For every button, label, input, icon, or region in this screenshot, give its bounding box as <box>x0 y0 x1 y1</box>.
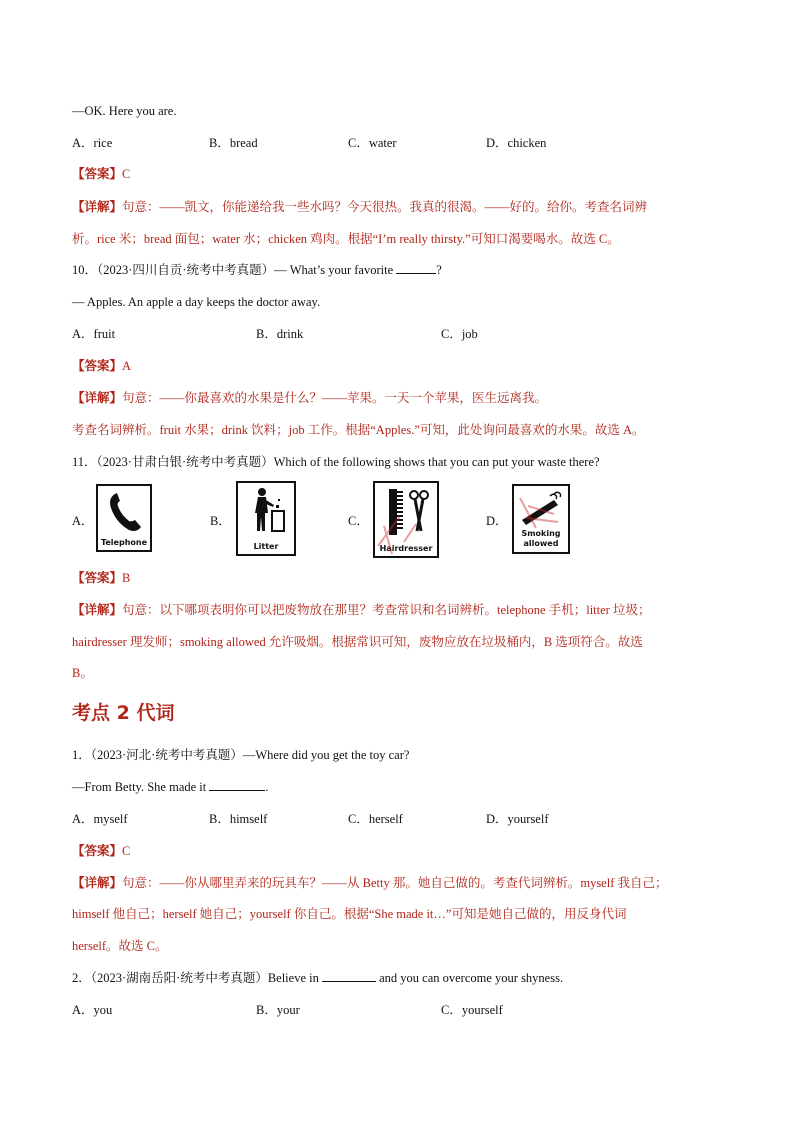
answer-value: A <box>122 359 132 373</box>
stem-text: 2．（2023·湖南岳阳·统考中考真题）Believe in <box>72 971 322 985</box>
p1-option-a: A．myself <box>72 812 128 826</box>
q9-option-a: A．rice <box>72 136 113 150</box>
q11-option-c-letter: C． <box>348 514 369 528</box>
p1-reply <box>72 779 269 795</box>
q11-answer <box>72 570 130 586</box>
detail-text: 句意：——你从哪里弄来的玩具车？——从 Betty 那。她自己做的。考查代词辨析。myself 我自己； <box>122 876 668 890</box>
litter-label: Litter <box>253 542 279 551</box>
q9-detail-line-1 <box>72 199 647 215</box>
answer-value: B <box>122 571 131 585</box>
p2-option-c: C．yourself <box>441 1003 503 1017</box>
red-watermark <box>370 496 570 558</box>
q9-detail-line-2: 析。rice 米；bread 面包；water 水；chicken 鸡肉。根据“I’m really thirsty.”可知口渴要喝水。故选 C。 <box>72 232 620 246</box>
q10-option-c: C．job <box>441 327 478 341</box>
q11-detail-line-3: B。 <box>72 666 93 680</box>
p1-stem: 1．（2023·河北·统考中考真题）—Where did you get the toy car? <box>72 748 410 762</box>
answer-value: C <box>122 844 131 858</box>
q10-detail-line-1 <box>72 390 547 406</box>
stem-suffix: and you can overcome your shyness. <box>375 971 564 985</box>
telephone-icon <box>98 488 150 536</box>
answer-value: C <box>122 167 131 181</box>
p1-detail-line-2: himself 他自己；herself 她自己；yourself 你自己。根据“She made it…”可知是她自己做的，用反身代词 <box>72 907 627 921</box>
q10-reply: — Apples. An apple a day keeps the doctor away. <box>72 295 321 309</box>
q9-option-d: D．chicken <box>486 136 547 150</box>
p1-option-c: C．herself <box>348 812 403 826</box>
q11-stem: 11．（2023·甘肃白银·统考中考真题）Which of the following shows that you can put your waste there? <box>72 455 600 469</box>
p1-option-d: D．yourself <box>486 812 549 826</box>
hairdresser-label: Hairdresser <box>379 544 433 553</box>
q10-detail-line-2: 考查名词辨析。fruit 水果；drink 饮料；job 工作。根据“Apples.”可知，此处询问最喜欢的水果。故选 A。 <box>72 423 645 437</box>
p2-stem <box>72 970 563 986</box>
telephone-label: Telephone <box>100 538 148 547</box>
answer-blank <box>396 262 436 274</box>
q9-reply: —OK. Here you are. <box>72 104 177 118</box>
q11-detail-line-1 <box>72 602 650 618</box>
detail-tag: 【详解】 <box>72 200 123 214</box>
q10-stem <box>72 262 442 278</box>
section-heading: 考点 2 代词 <box>72 702 175 724</box>
p1-detail-line-3: herself。故选 C。 <box>72 939 168 953</box>
reply-suffix: . <box>265 780 269 794</box>
telephone-sign <box>96 484 152 552</box>
detail-tag: 【详解】 <box>72 876 123 890</box>
p1-option-b: B．himself <box>209 812 268 826</box>
q10-answer <box>72 358 131 374</box>
p1-detail-line-1 <box>72 875 668 891</box>
q11-option-b-letter: B． <box>210 514 231 528</box>
q9-option-c: C．water <box>348 136 397 150</box>
reply-text: —From Betty. She made it <box>72 780 210 794</box>
q11-option-a-letter: A． <box>72 514 94 528</box>
q9-answer <box>72 166 130 182</box>
stem-suffix: ? <box>436 263 442 277</box>
detail-text: 句意：以下哪项表明你可以把废物放在那里？考查常识和名词辨析。telephone 手机；litter 垃圾； <box>122 603 651 617</box>
answer-blank <box>322 970 376 982</box>
detail-text: 句意：——凯文，你能递给我一些水吗？今天很热。我真的很渴。——好的。给你。考查名词辨 <box>122 200 648 214</box>
answer-tag: 【答案】 <box>72 844 123 858</box>
p1-answer <box>72 843 130 859</box>
answer-blank <box>209 779 265 791</box>
answer-tag: 【答案】 <box>72 359 123 373</box>
q9-option-b: B．bread <box>209 136 258 150</box>
q11-detail-line-2: hairdresser 理发师；smoking allowed 允许吸烟。根据常识可知，废物应放在垃圾桶内，B 选项符合。故选 <box>72 635 643 649</box>
answer-tag: 【答案】 <box>72 167 123 181</box>
p2-option-a: A．you <box>72 1003 113 1017</box>
q10-option-a: A．fruit <box>72 327 116 341</box>
q10-option-b: B．drink <box>256 327 304 341</box>
detail-tag: 【详解】 <box>72 391 123 405</box>
litter-icon <box>238 485 294 537</box>
stem-text: 10．（2023·四川自贡·统考中考真题）— What’s your favorite <box>72 263 397 277</box>
p2-option-b: B．your <box>256 1003 300 1017</box>
answer-tag: 【答案】 <box>72 571 123 585</box>
smoking-label-line2: allowed <box>523 539 559 548</box>
litter-sign <box>236 481 296 556</box>
detail-tag: 【详解】 <box>72 603 123 617</box>
q11-option-d-letter: D． <box>486 514 508 528</box>
detail-text: 句意：——你最喜欢的水果是什么？——苹果。一天一个苹果，医生远离我。 <box>122 391 548 405</box>
smoking-label-line1: Smoking <box>521 529 561 538</box>
